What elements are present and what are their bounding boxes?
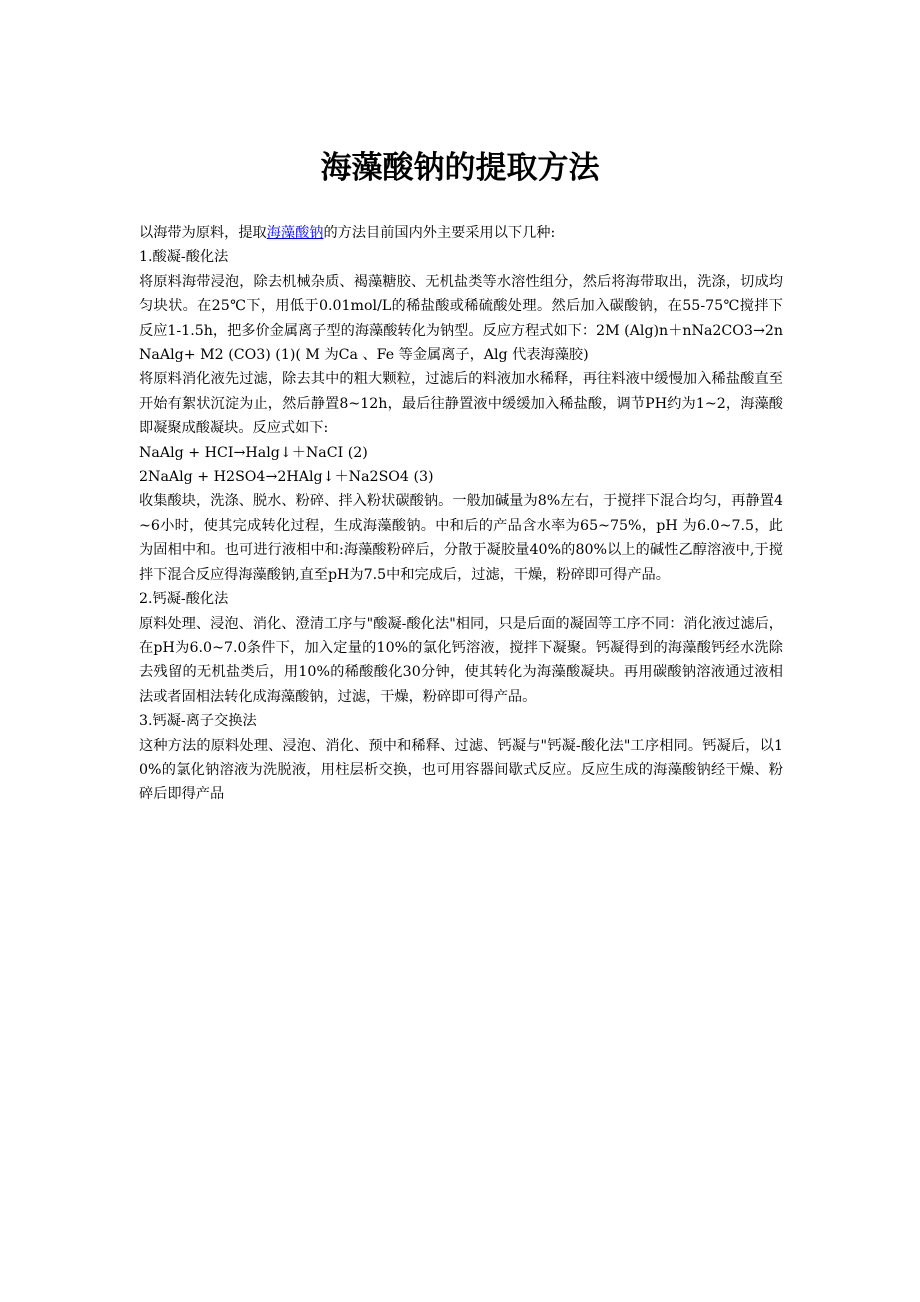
section-heading-calcium-acidification: 2.钙凝-酸化法 — [139, 591, 229, 608]
intro-paragraph — [139, 221, 783, 245]
section-heading-ion-exchange: 3.钙凝-离子交换法 — [139, 713, 257, 730]
reaction-equation: 2NaAlg + H2SO4→2HAlg↓＋Na2SO4 (3) — [139, 469, 434, 486]
intro-text-before: 以海带为原料，提取 — [139, 225, 267, 241]
document-body — [139, 221, 783, 807]
section-heading-acid-coagulation: 1.酸凝-酸化法 — [139, 249, 229, 266]
body-paragraph: 这种方法的原料处理、浸泡、消化、预中和稀释、过滤、钙凝与"钙凝-酸化法"工序相同。钙凝后，以10%的氯化钠溶液为洗脱液，用柱层析交换，也可用容器间歇式反应。反应生成的海藻酸钠经干燥、粉碎后即得产品 — [139, 737, 783, 803]
body-paragraph: 收集酸块，洗涤、脱水、粉碎、拌入粉状碳酸钠。一般加碱量为8%左右，于搅拌下混合均匀，再静置4~6小时，使其完成转化过程，生成海藻酸钠。中和后的产品含水率为65~75%，pH 为6.0~7.5，此为固相中和。也可进行液相中和:海藻酸粉碎后，分散于凝胶量40%的80%以上的碱性乙醇溶液中,于搅拌下混合反应得海藻酸钠,直至pH为7.5中和完成后，过滤，干燥，粉碎即可得产品。 — [139, 493, 783, 583]
sodium-alginate-link[interactable]: 海藻酸钠 — [266, 225, 324, 241]
intro-text-after: 的方法目前国内外主要采用以下几种: — [323, 225, 556, 241]
reaction-equation: NaAlg + HCI→Halg↓＋NaCI (2) — [139, 444, 368, 461]
body-paragraph: 将原料消化液先过滤，除去其中的粗大颗粒，过滤后的料液加水稀释，再往料液中缓慢加入稀盐酸直至开始有絮状沉淀为止，然后静置8~12h，最后往静置液中缓缓加入稀盐酸，调节PH约为1~2，海藻酸即凝聚成酸凝块。反应式如下: — [139, 371, 783, 437]
document-title: 海藻酸钠的提取方法 — [320, 150, 600, 186]
body-paragraph: 将原料海带浸泡，除去机械杂质、褐藻糖胶、无机盐类等水溶性组分，然后将海带取出，洗涤，切成均匀块状。在25℃下，用低于0.01mol/L的稀盐酸或稀硫酸处理。然后加入碳酸钠，在55-75℃搅拌下反应1-1.5h，把多价金属离子型的海藻酸转化为钠型。反应方程式如下：2M (Alg)n＋nNa2CO3→2nNaAlg+ M2 (CO3) (1)( M 为Ca 、Fe 等金属离子，Alg 代表海藻胶) — [139, 273, 783, 364]
body-paragraph: 原料处理、浸泡、消化、澄清工序与"酸凝-酸化法"相同，只是后面的凝固等工序不同：消化液过滤后，在pH为6.0~7.0条件下，加入定量的10%的氯化钙溶液，搅拌下凝聚。钙凝得到的海藻酸钙经水洗除去残留的无机盐类后，用10%的稀酸酸化30分钟，使其转化为海藻酸凝块。再用碳酸钠溶液通过液相法或者固相法转化成海藻酸钠，过滤，干燥，粉碎即可得产品。 — [139, 615, 783, 705]
